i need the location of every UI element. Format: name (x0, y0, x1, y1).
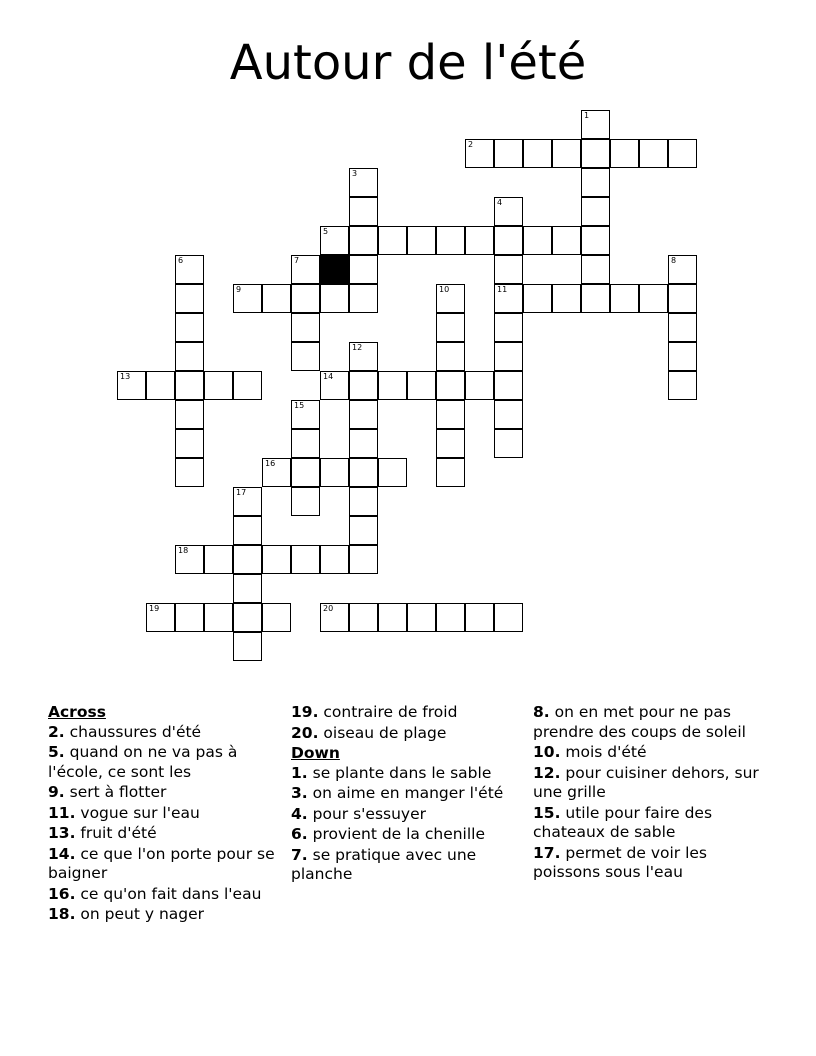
clue-across-16: 16. ce qu'on fait dans l'eau (48, 884, 262, 903)
puzzle-title: Autour de l'été (229, 35, 587, 91)
clue-number: 11 (497, 285, 508, 294)
grid-cell[interactable] (175, 284, 204, 313)
clue-down-4: 4. pour s'essuyer (291, 804, 426, 823)
clues-column-1 (48, 703, 280, 926)
grid-cell[interactable] (233, 603, 262, 632)
grid-cell[interactable] (262, 458, 291, 487)
grid-cell[interactable] (349, 429, 378, 458)
grid-cell[interactable] (465, 226, 494, 255)
clue-number: 15 (294, 401, 305, 410)
grid-cell[interactable] (233, 574, 262, 603)
across-heading: Across (48, 703, 106, 721)
grid-cell[interactable] (146, 371, 175, 400)
clue-number: 20 (323, 604, 334, 613)
grid-cell[interactable] (349, 545, 378, 574)
grid-cell[interactable] (494, 284, 523, 313)
grid-cell[interactable] (494, 197, 523, 226)
grid-cell[interactable] (465, 139, 494, 168)
grid-cell[interactable] (175, 458, 204, 487)
grid-cell[interactable] (349, 168, 378, 197)
grid-cell[interactable] (291, 342, 320, 371)
grid-cell[interactable] (291, 313, 320, 342)
grid-cell[interactable] (291, 429, 320, 458)
grid-cell[interactable] (407, 603, 436, 632)
grid-cell[interactable] (407, 226, 436, 255)
clue-number: 8 (671, 256, 677, 265)
grid-cell[interactable] (494, 226, 523, 255)
grid-cell[interactable] (175, 342, 204, 371)
grid-cell-black (320, 255, 349, 284)
clue-across-14: 14. ce que l'on porte pour se baigner (48, 844, 275, 882)
grid-cell[interactable] (320, 458, 349, 487)
grid-cell[interactable] (349, 371, 378, 400)
grid-cell[interactable] (175, 603, 204, 632)
clue-number: 10 (439, 285, 450, 294)
clue-across-5: 5. quand on ne va pas à l'école, ce sont les (48, 743, 238, 781)
grid-cell[interactable] (349, 400, 378, 429)
grid-cell[interactable] (494, 139, 523, 168)
grid-cell[interactable] (552, 226, 581, 255)
grid-cell[interactable] (523, 139, 552, 168)
grid-cell[interactable] (581, 226, 610, 255)
grid-cell[interactable] (494, 429, 523, 458)
grid-cell[interactable] (291, 400, 320, 429)
grid-cell[interactable] (436, 400, 465, 429)
grid-cell[interactable] (233, 632, 262, 661)
grid-cell[interactable] (668, 371, 697, 400)
grid-cell[interactable] (175, 371, 204, 400)
grid-cell[interactable] (436, 313, 465, 342)
grid-cell[interactable] (291, 284, 320, 313)
grid-cell[interactable] (175, 429, 204, 458)
clue-down-3: 3. on aime en manger l'été (291, 784, 504, 802)
grid-cell[interactable] (320, 284, 349, 313)
clues-column-3 (533, 703, 765, 884)
grid-cell[interactable] (320, 603, 349, 632)
grid-cell[interactable] (436, 458, 465, 487)
grid-cell[interactable] (668, 313, 697, 342)
grid-cell[interactable] (349, 342, 378, 371)
grid-cell[interactable] (378, 458, 407, 487)
grid-cell[interactable] (349, 197, 378, 226)
clue-across-20: 20. oiseau de plage (291, 723, 447, 742)
grid-cell[interactable] (291, 458, 320, 487)
grid-cell[interactable] (581, 255, 610, 284)
clue-number: 16 (265, 459, 276, 468)
grid-cell[interactable] (436, 226, 465, 255)
clue-number: 3 (352, 169, 358, 178)
grid-cell[interactable] (378, 226, 407, 255)
clue-number: 1 (584, 111, 590, 120)
grid-cell[interactable] (581, 284, 610, 313)
grid-cell[interactable] (668, 255, 697, 284)
grid-cell[interactable] (494, 603, 523, 632)
grid-cell[interactable] (233, 516, 262, 545)
clue-number: 2 (468, 140, 474, 149)
grid-cell[interactable] (175, 400, 204, 429)
grid-cell[interactable] (436, 429, 465, 458)
grid-cell[interactable] (117, 371, 146, 400)
grid-cell[interactable] (494, 313, 523, 342)
grid-cell[interactable] (378, 371, 407, 400)
grid-cell[interactable] (494, 342, 523, 371)
grid-cell[interactable] (175, 255, 204, 284)
grid-cell[interactable] (494, 400, 523, 429)
clue-down-15: 15. utile pour faire des chateaux de sable (533, 803, 713, 841)
grid-cell[interactable] (552, 284, 581, 313)
grid-cell[interactable] (233, 284, 262, 313)
clue-number: 4 (497, 198, 503, 207)
clue-number: 5 (323, 227, 329, 236)
grid-cell[interactable] (349, 603, 378, 632)
clue-down-8: 8. on en met pour ne pas prendre des coups de soleil (533, 703, 746, 741)
grid-cell[interactable] (349, 284, 378, 313)
grid-cell[interactable] (610, 284, 639, 313)
grid-cell[interactable] (436, 284, 465, 313)
grid-cell[interactable] (581, 168, 610, 197)
clue-number: 19 (149, 604, 160, 613)
clues-column-2 (291, 703, 523, 886)
grid-cell[interactable] (523, 284, 552, 313)
grid-cell[interactable] (233, 545, 262, 574)
grid-cell[interactable] (320, 545, 349, 574)
grid-cell[interactable] (291, 255, 320, 284)
clue-number: 12 (352, 343, 363, 352)
grid-cell[interactable] (349, 516, 378, 545)
grid-cell[interactable] (465, 371, 494, 400)
grid-cell[interactable] (175, 313, 204, 342)
grid-cell[interactable] (233, 487, 262, 516)
grid-cell[interactable] (407, 371, 436, 400)
grid-cell[interactable] (581, 139, 610, 168)
grid-cell[interactable] (465, 603, 494, 632)
clue-number: 14 (323, 372, 334, 381)
grid-cell[interactable] (639, 139, 668, 168)
grid-cell[interactable] (204, 545, 233, 574)
clue-down-10: 10. mois d'été (533, 743, 647, 761)
grid-cell[interactable] (639, 284, 668, 313)
clue-across-2: 2. chaussures d'été (48, 722, 202, 741)
grid-cell[interactable] (581, 110, 610, 139)
clue-down-12: 12. pour cuisiner dehors, sur une grille (533, 763, 759, 801)
grid-cell[interactable] (291, 545, 320, 574)
grid-cell[interactable] (233, 371, 262, 400)
clue-number: 17 (236, 488, 247, 497)
clue-down-6: 6. provient de la chenille (291, 825, 486, 843)
grid-cell[interactable] (610, 139, 639, 168)
grid-cell[interactable] (262, 603, 291, 632)
grid-cell[interactable] (146, 603, 175, 632)
clue-number: 18 (178, 546, 189, 555)
grid-cell[interactable] (436, 603, 465, 632)
grid-cell[interactable] (349, 226, 378, 255)
grid-cell[interactable] (668, 342, 697, 371)
clue-across-11: 11. vogue sur l'eau (48, 803, 200, 822)
grid-cell[interactable] (262, 545, 291, 574)
grid-cell[interactable] (291, 487, 320, 516)
grid-cell[interactable] (349, 255, 378, 284)
clue-across-18: 18. on peut y nager (48, 905, 205, 923)
down-heading: Down (291, 744, 340, 762)
grid-cell[interactable] (494, 371, 523, 400)
grid-cell[interactable] (494, 255, 523, 284)
clue-number: 9 (236, 285, 242, 294)
clue-down-7: 7. se pratique avec une planche (291, 845, 477, 883)
clue-number: 6 (178, 256, 184, 265)
grid-cell[interactable] (204, 603, 233, 632)
grid-cell[interactable] (349, 458, 378, 487)
clue-across-9: 9. sert à flotter (48, 783, 167, 801)
clue-across-13: 13. fruit d'été (48, 824, 157, 842)
grid-cell[interactable] (320, 371, 349, 400)
grid-cell[interactable] (581, 197, 610, 226)
clue-across-19: 19. contraire de froid (291, 703, 458, 721)
grid-cell[interactable] (175, 545, 204, 574)
grid-cell[interactable] (436, 371, 465, 400)
grid-cell[interactable] (320, 226, 349, 255)
grid-cell[interactable] (204, 371, 233, 400)
grid-cell[interactable] (349, 487, 378, 516)
grid-cell[interactable] (378, 603, 407, 632)
clue-down-1: 1. se plante dans le sable (291, 763, 492, 782)
grid-cell[interactable] (668, 139, 697, 168)
grid-cell[interactable] (552, 139, 581, 168)
grid-cell[interactable] (262, 284, 291, 313)
grid-cell[interactable] (668, 284, 697, 313)
clue-down-17: 17. permet de voir les poissons sous l'eau (533, 843, 708, 881)
grid-cell[interactable] (436, 342, 465, 371)
clue-number: 7 (294, 256, 300, 265)
clue-number: 13 (120, 372, 131, 381)
grid-cell[interactable] (523, 226, 552, 255)
